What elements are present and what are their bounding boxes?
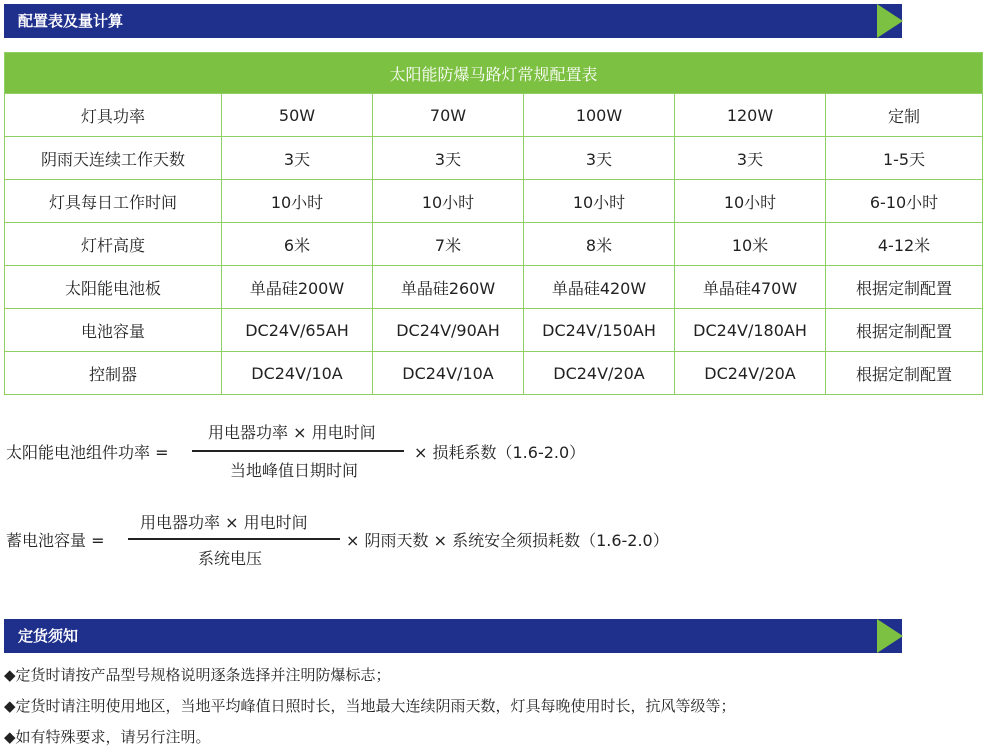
table-cell: DC24V/180AH [675,309,826,352]
note-item: ◆定货时请注明使用地区，当地平均峰值日照时长，当地最大连续阴雨天数，灯具每晚使用时长，抗风等级等； [4,697,736,715]
table-cell: 10小时 [373,180,524,223]
table-cell: 单晶硅420W [524,266,675,309]
table-cell: 定制 [826,94,983,137]
table-cell: DC24V/10A [373,352,524,395]
table-cell: 根据定制配置 [826,352,983,395]
table-cell: 50W [222,94,373,137]
table-cell: 10小时 [675,180,826,223]
row-label: 控制器 [5,352,222,395]
section-header-config [4,4,902,38]
table-cell: DC24V/150AH [524,309,675,352]
table-cell: 10小时 [222,180,373,223]
order-notes [4,660,736,753]
table-cell: 10小时 [524,180,675,223]
table-cell: 7米 [373,223,524,266]
table-row [5,94,983,137]
section-title-order: 定货须知 [18,627,79,645]
row-label: 太阳能电池板 [5,266,222,309]
table-cell: 3天 [524,137,675,180]
formula-solar-denominator: 当地峰值日期时间 [230,461,359,480]
table-cell: DC24V/20A [524,352,675,395]
formula-battery-right: × 阴雨天数 × 系统安全须损耗数（1.6-2.0） [346,531,669,550]
arrow-right-icon [877,619,903,653]
table-cell: 3天 [675,137,826,180]
formula-battery-left: 蓄电池容量 = [6,531,105,550]
table-cell: 10米 [675,223,826,266]
table-cell: DC24V/65AH [222,309,373,352]
formula-solar-numerator: 用电器功率 × 用电时间 [208,423,376,442]
table-cell: 100W [524,94,675,137]
table-cell: 1-5天 [826,137,983,180]
table-row [5,137,983,180]
row-label: 灯具功率 [5,94,222,137]
table-cell: 4-12米 [826,223,983,266]
row-label: 电池容量 [5,309,222,352]
fraction-line [192,450,404,452]
note-item: ◆定货时请按产品型号规格说明逐条选择并注明防爆标志； [4,666,391,684]
formula-battery-numerator: 用电器功率 × 用电时间 [140,513,308,532]
table-row [5,352,983,395]
formula-battery [4,510,724,574]
table-cell: DC24V/20A [675,352,826,395]
section-header-order [4,619,902,653]
table-row [5,266,983,309]
table-cell: 70W [373,94,524,137]
formula-solar [4,418,704,482]
table-cell: DC24V/10A [222,352,373,395]
section-title-config: 配置表及量计算 [18,12,124,30]
config-table [4,52,983,395]
table-row [5,223,983,266]
formula-battery-denominator: 系统电压 [198,549,263,568]
row-label: 灯具每日工作时间 [5,180,222,223]
arrow-right-icon [877,4,903,38]
table-cell: 6-10小时 [826,180,983,223]
row-label: 灯杆高度 [5,223,222,266]
table-cell: 120W [675,94,826,137]
note-item: ◆如有特殊要求，请另行注明。 [4,728,211,746]
table-cell: 3天 [222,137,373,180]
row-label: 阴雨天连续工作天数 [5,137,222,180]
formula-solar-left: 太阳能电池组件功率 = [6,443,169,462]
table-cell: 根据定制配置 [826,266,983,309]
table-cell: DC24V/90AH [373,309,524,352]
table-row [5,180,983,223]
formula-solar-right: × 损耗系数（1.6-2.0） [414,443,586,462]
table-cell: 单晶硅200W [222,266,373,309]
table-caption-row [5,53,983,94]
fraction-line [128,538,340,540]
table-cell: 6米 [222,223,373,266]
table-cell: 3天 [373,137,524,180]
table-cell: 根据定制配置 [826,309,983,352]
table-caption: 太阳能防爆马路灯常规配置表 [5,53,983,94]
table-cell: 单晶硅470W [675,266,826,309]
table-cell: 单晶硅260W [373,266,524,309]
table-cell: 8米 [524,223,675,266]
table-row [5,309,983,352]
